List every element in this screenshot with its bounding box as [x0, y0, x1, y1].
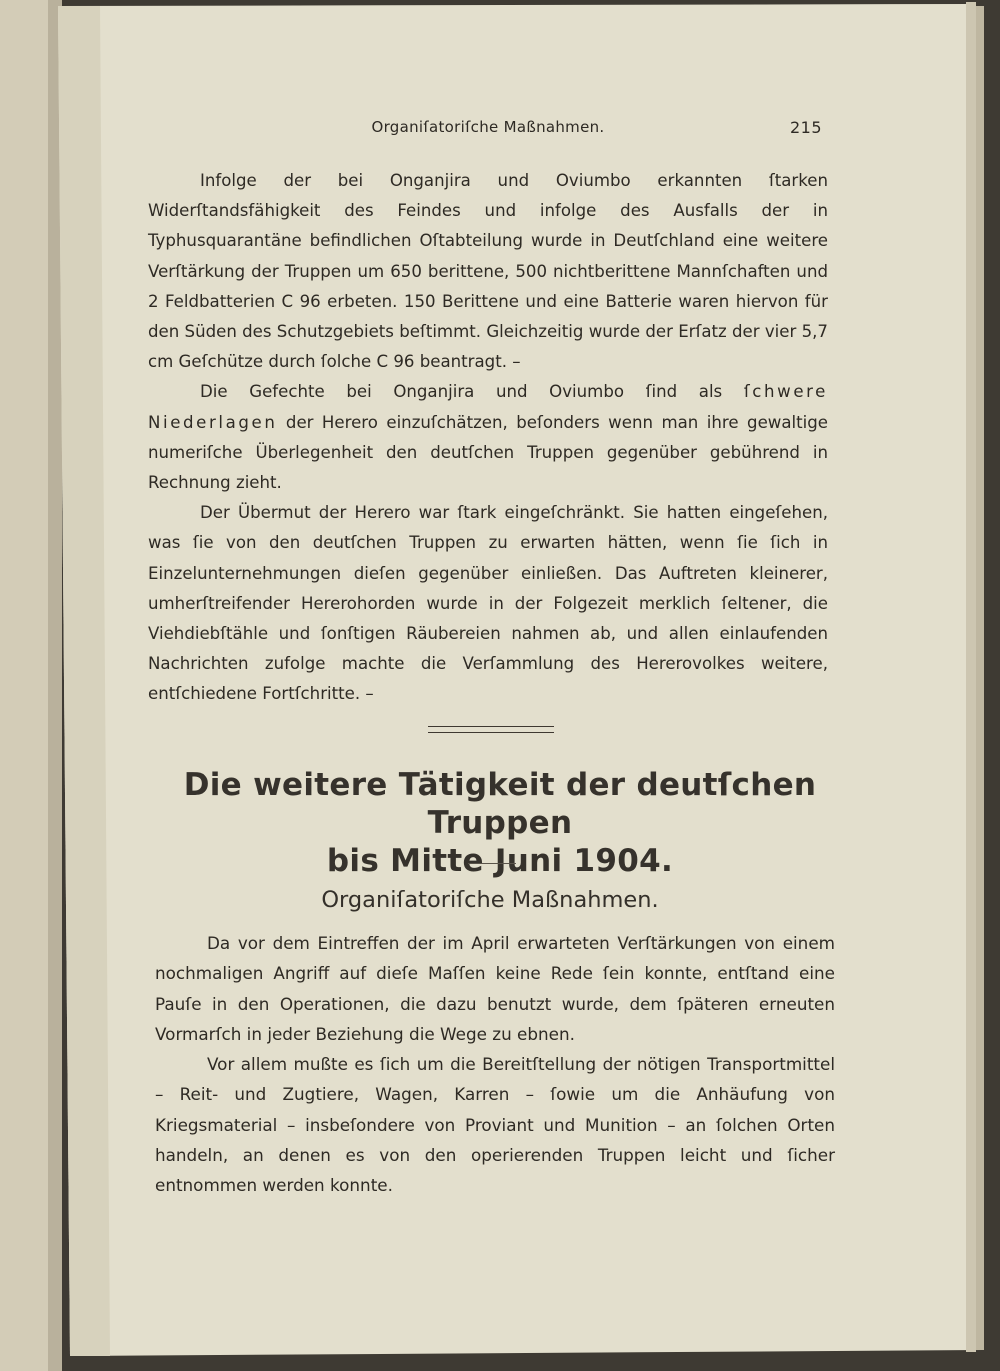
- section-subheading: Organiſatoriſche Maßnahmen.: [321, 887, 659, 913]
- section-divider-double-rule: [428, 726, 554, 733]
- heading-divider-rule: [468, 863, 516, 864]
- chapter-heading-line: Die weitere Tätigkeit der deutſchen Truppen: [183, 767, 817, 841]
- paragraph: Vor allem mußte es ſich um die Bereitſtellung der nötigen Transportmittel – Reit- und Zugtiere, Wagen, Karren – ſowie um die Anhäufung von Kriegsmaterial – insbeſondere von Proviant und Munition – an ſolchen Orten handeln, an denen es von den operierenden Truppen leicht und ſicher entnommen werden konnte.: [155, 1054, 835, 1196]
- paragraph: Da vor dem Eintreffen der im April erwarteten Verſtärkungen von einem nochmaligen Angriff auf dieſe Maſſen keine Rede ſein konnte, entſtand eine Pauſe in den Operationen, die dazu benutzt wurde, dem ſpäteren erneuten Vormarſch in jeder Beziehung die Wege zu ebnen.: [155, 933, 835, 1044]
- chapter-heading-line: bis Mitte Juni 1904.: [326, 843, 674, 879]
- paragraph: Der Übermut der Herero war ſtark eingeſchränkt. Sie hatten eingeſehen, was ſie von den deutſchen Truppen zu erwarten hätten, wenn ſie ſich in Einzelunternehmungen dieſen gegenüber einließen. Das Auftreten kleinerer, umherſtreifender Hererohorden wurde in der Folgezeit merklich ſeltener, die Viehdiebſtähle und ſonſtigen Räubereien nahmen ab, und allen einlaufenden Nachrichten zufolge machte die Verſammlung des Hererovolkes weitere, entſchiedene Fortſchritte. –: [148, 503, 828, 704]
- text-run: Die Gefechte bei Onganjira und Oviumbo ſind als: [200, 382, 723, 402]
- text-run: der Herero einzuſchätzen, beſonders wenn man ihre gewaltige numeriſche Überlegenheit den deutſchen Truppen gegenüber gebührend in Rechnung zieht.: [148, 412, 828, 493]
- emphasized-text: ſchwere Niederlagen: [148, 382, 828, 432]
- running-head: [148, 118, 828, 142]
- page-number: 215: [789, 118, 822, 137]
- paragraph: [148, 377, 828, 498]
- paragraph: Infolge der bei Onganjira und Oviumbo erkannten ſtarken Widerſtandsfähigkeit des Feindes und infolge des Ausfalls der in Typhusquarantäne befindlichen Oſtabteilung wurde in Deutſchland eine weitere Verſtärkung der Truppen um 650 berittene, 500 nichtberittene Mannſchaften und 2 Feldbatterien C 96 erbeten. 150 Berittene und eine Batterie waren hiervon für den Süden des Schutzgebiets beſtimmt. Gleichzeitig wurde der Erſatz der vier 5,7 cm Geſchütze durch ſolche C 96 beantragt. –: [148, 171, 828, 372]
- running-title: Organiſatoriſche Maßnahmen.: [371, 118, 605, 136]
- bottom-text-block: [155, 928, 835, 1201]
- top-text-block: [148, 166, 828, 710]
